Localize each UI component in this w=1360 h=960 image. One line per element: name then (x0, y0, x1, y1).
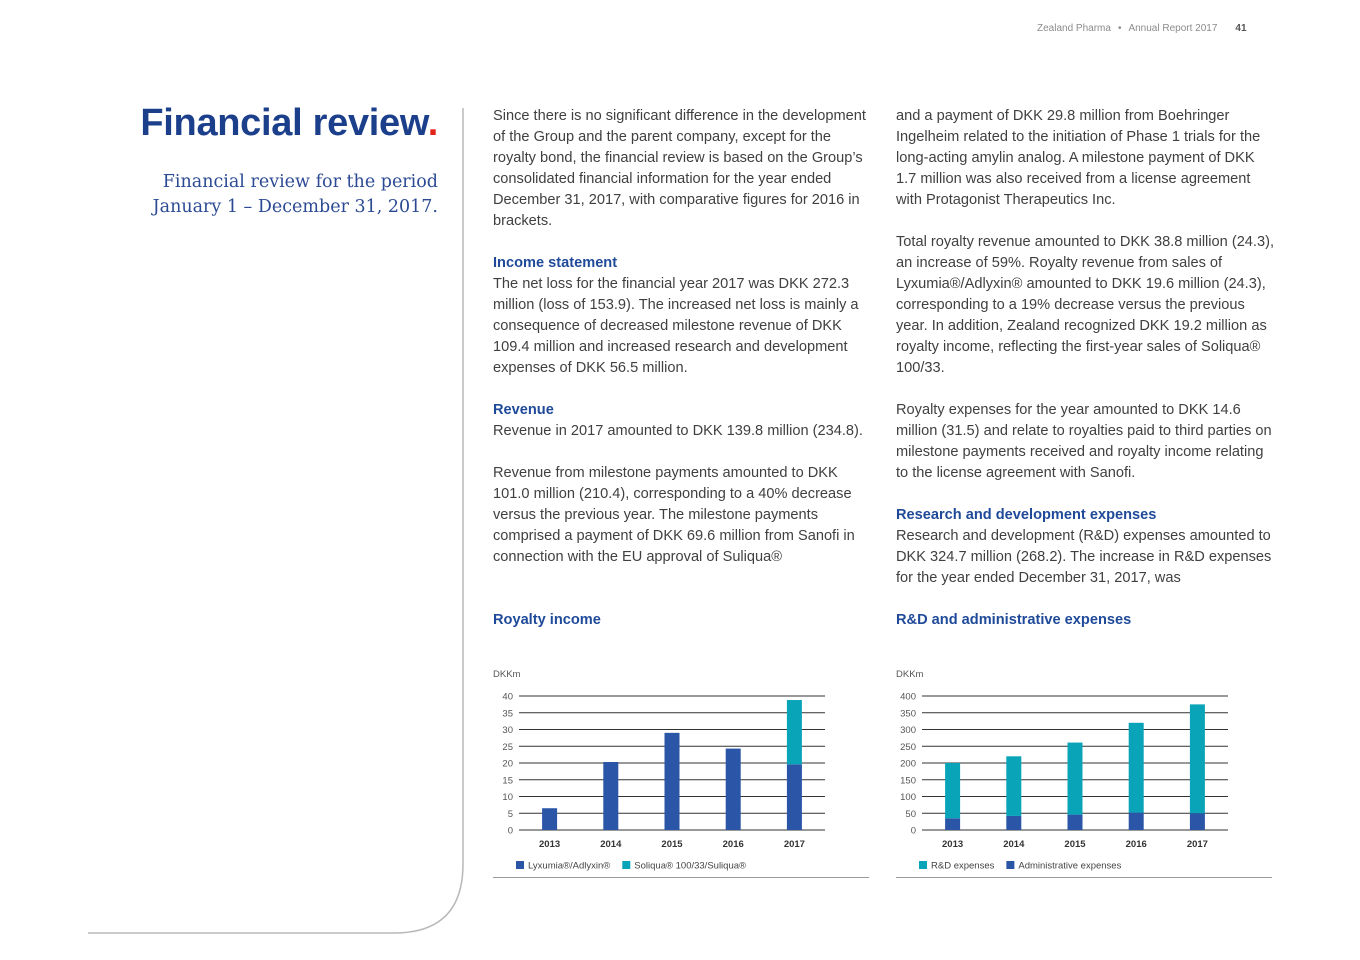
bar-2014-series-1 (1006, 756, 1021, 816)
rd-admin-chart-plot (896, 635, 1272, 877)
x-tick-label-2013: 2013 (539, 839, 561, 850)
x-tick-label-2017: 2017 (1186, 839, 1208, 850)
bar-2015-series-0 (665, 733, 680, 830)
revenue-heading: Revenue (493, 402, 554, 418)
royalty-income-chart (493, 611, 869, 877)
chart-divider-left (493, 877, 869, 878)
rd-admin-expenses-chart (896, 611, 1272, 877)
revenue-paragraph-1: Revenue in 2017 amounted to DKK 139.8 million (234.8). (493, 423, 863, 439)
header-report: Annual Report 2017 (1128, 23, 1218, 34)
income-statement-heading: Income statement (493, 255, 618, 271)
legend-label-0: Lyxumia®/Adlyxin® (528, 860, 611, 872)
bar-2017-series-1 (1190, 704, 1205, 813)
rd-expenses-paragraph: Research and development (R&D) expenses amounted to DKK 324.7 million (268.2). The increase in R&D expenses for the year ended December 31, 2017, was (896, 528, 1272, 586)
x-tick-label-2016: 2016 (722, 839, 744, 850)
bar-2013-series-0 (542, 808, 557, 830)
bar-2014-series-0 (603, 762, 618, 830)
y-tick-label: 35 (502, 708, 513, 720)
rd-admin-chart-title: R&D and administrative expenses (896, 612, 1132, 628)
y-axis-unit-label: DKKm (493, 669, 521, 680)
revenue-paragraph-2: Revenue from milestone payments amounted to DKK 101.0 million (210.4), corresponding to a 40% decrease versus the previous year. The milestone payments comprised a payment of DKK 69.6 million from Sanofi in connection with the EU approval of Suliqua® (493, 465, 855, 565)
chart-divider-right (896, 877, 1272, 878)
y-tick-label: 100 (900, 792, 916, 803)
x-tick-label-2014: 2014 (1003, 839, 1025, 850)
legend-label-0: Administrative expenses (1018, 860, 1122, 872)
page-title-stop: . (427, 102, 438, 144)
income-statement-paragraph: The net loss for the financial year 2017 was DKK 272.3 million (loss of 153.9). The increased net loss is mainly a consequence of decreased milestone revenue of DKK 109.4 million and increased research and development expenses of DKK 56.5 million. (493, 276, 859, 376)
page-number: 41 (1235, 23, 1247, 34)
y-tick-label: 200 (900, 758, 916, 770)
bar-2015-series-1 (1068, 743, 1083, 815)
bar-2014-series-0 (1006, 816, 1021, 830)
bar-2017-series-0 (787, 764, 802, 830)
royalty-expenses-paragraph: Royalty expenses for the year amounted to DKK 14.6 million (31.5) and relate to royalties paid to third parties on milestone payments received and royalty income relating to the license agreement with Sanofi. (896, 402, 1272, 481)
y-tick-label: 10 (502, 792, 513, 803)
x-tick-label-2017: 2017 (783, 839, 805, 850)
y-tick-label: 250 (900, 741, 916, 753)
page-title-text: Financial review (140, 102, 428, 144)
header-company: Zealand Pharma (1037, 23, 1111, 34)
x-tick-label-2014: 2014 (600, 839, 622, 850)
bar-2017-series-0 (1190, 813, 1205, 830)
intro-paragraph: Since there is no significant difference in the development of the Group and the parent company, except for the royalty bond, the financial review is based on the Group’s consolidated financial information for the year ended December 31, 2017, with comparative figures for 2016 in brackets. (493, 108, 866, 229)
x-tick-label-2016: 2016 (1125, 839, 1147, 850)
legend-swatch-1 (919, 861, 927, 869)
y-tick-label: 350 (900, 708, 916, 720)
y-axis-unit-label: DKKm (896, 669, 924, 680)
x-tick-label-2015: 2015 (661, 839, 683, 850)
page-header (1037, 23, 1247, 34)
bar-2013-series-0 (945, 818, 960, 830)
y-tick-label: 150 (900, 775, 916, 787)
page-subtitle (118, 170, 438, 220)
page-title (140, 102, 438, 145)
x-tick-label-2013: 2013 (942, 839, 964, 850)
subtitle-line-1: Financial review for the period (162, 172, 438, 192)
y-tick-label: 15 (502, 775, 513, 787)
royalty-income-chart-title: Royalty income (493, 612, 601, 628)
y-tick-label: 20 (502, 758, 513, 770)
text-column-right (896, 106, 1274, 610)
royalty-revenue-paragraph: Total royalty revenue amounted to DKK 38.8 million (24.3), an increase of 59%. Royalty revenue from sales of Lyxumia®/Adlyxin® amounted to DKK 19.6 million (24.3), corresponding to a 19% decrease versus the previous year. In addition, Zealand recognized DKK 19.2 million as royalty income, reflecting the first-year sales of Soliqua® 100/33. (896, 234, 1275, 376)
page-frame-line (88, 108, 464, 934)
bar-2016-series-1 (1129, 723, 1144, 813)
y-tick-label: 0 (910, 825, 916, 837)
y-tick-label: 400 (900, 691, 916, 703)
y-tick-label: 50 (905, 808, 916, 820)
bar-2015-series-0 (1068, 815, 1083, 830)
legend-label-1: Soliqua® 100/33/Suliqua® (634, 860, 747, 872)
y-tick-label: 40 (502, 691, 513, 703)
bar-2016-series-0 (726, 749, 741, 830)
legend-swatch-0 (1006, 861, 1014, 869)
y-tick-label: 25 (502, 741, 513, 753)
text-column-left (493, 106, 871, 589)
y-tick-label: 5 (507, 808, 513, 820)
bar-2017-series-1 (787, 700, 802, 764)
bar-2016-series-0 (1129, 813, 1144, 830)
y-tick-label: 0 (507, 825, 513, 837)
y-tick-label: 300 (900, 725, 916, 736)
x-tick-label-2015: 2015 (1064, 839, 1086, 850)
royalty-income-chart-plot (493, 635, 869, 877)
subtitle-line-2: January 1 – December 31, 2017. (152, 197, 438, 217)
rd-expenses-heading: Research and development expenses (896, 507, 1157, 523)
header-separator: • (1117, 23, 1122, 34)
y-tick-label: 30 (502, 725, 513, 736)
bar-2013-series-1 (945, 763, 960, 818)
legend-swatch-1 (622, 861, 630, 869)
legend-swatch-0 (516, 861, 524, 869)
milestone-paragraph: and a payment of DKK 29.8 million from Boehringer Ingelheim related to the initiation of Phase 1 trials for the long-acting amylin analog. A milestone payment of DKK 1.7 million was also received from a license agreement with Protagonist Therapeutics Inc. (896, 108, 1261, 208)
legend-label-1: R&D expenses (931, 860, 995, 872)
